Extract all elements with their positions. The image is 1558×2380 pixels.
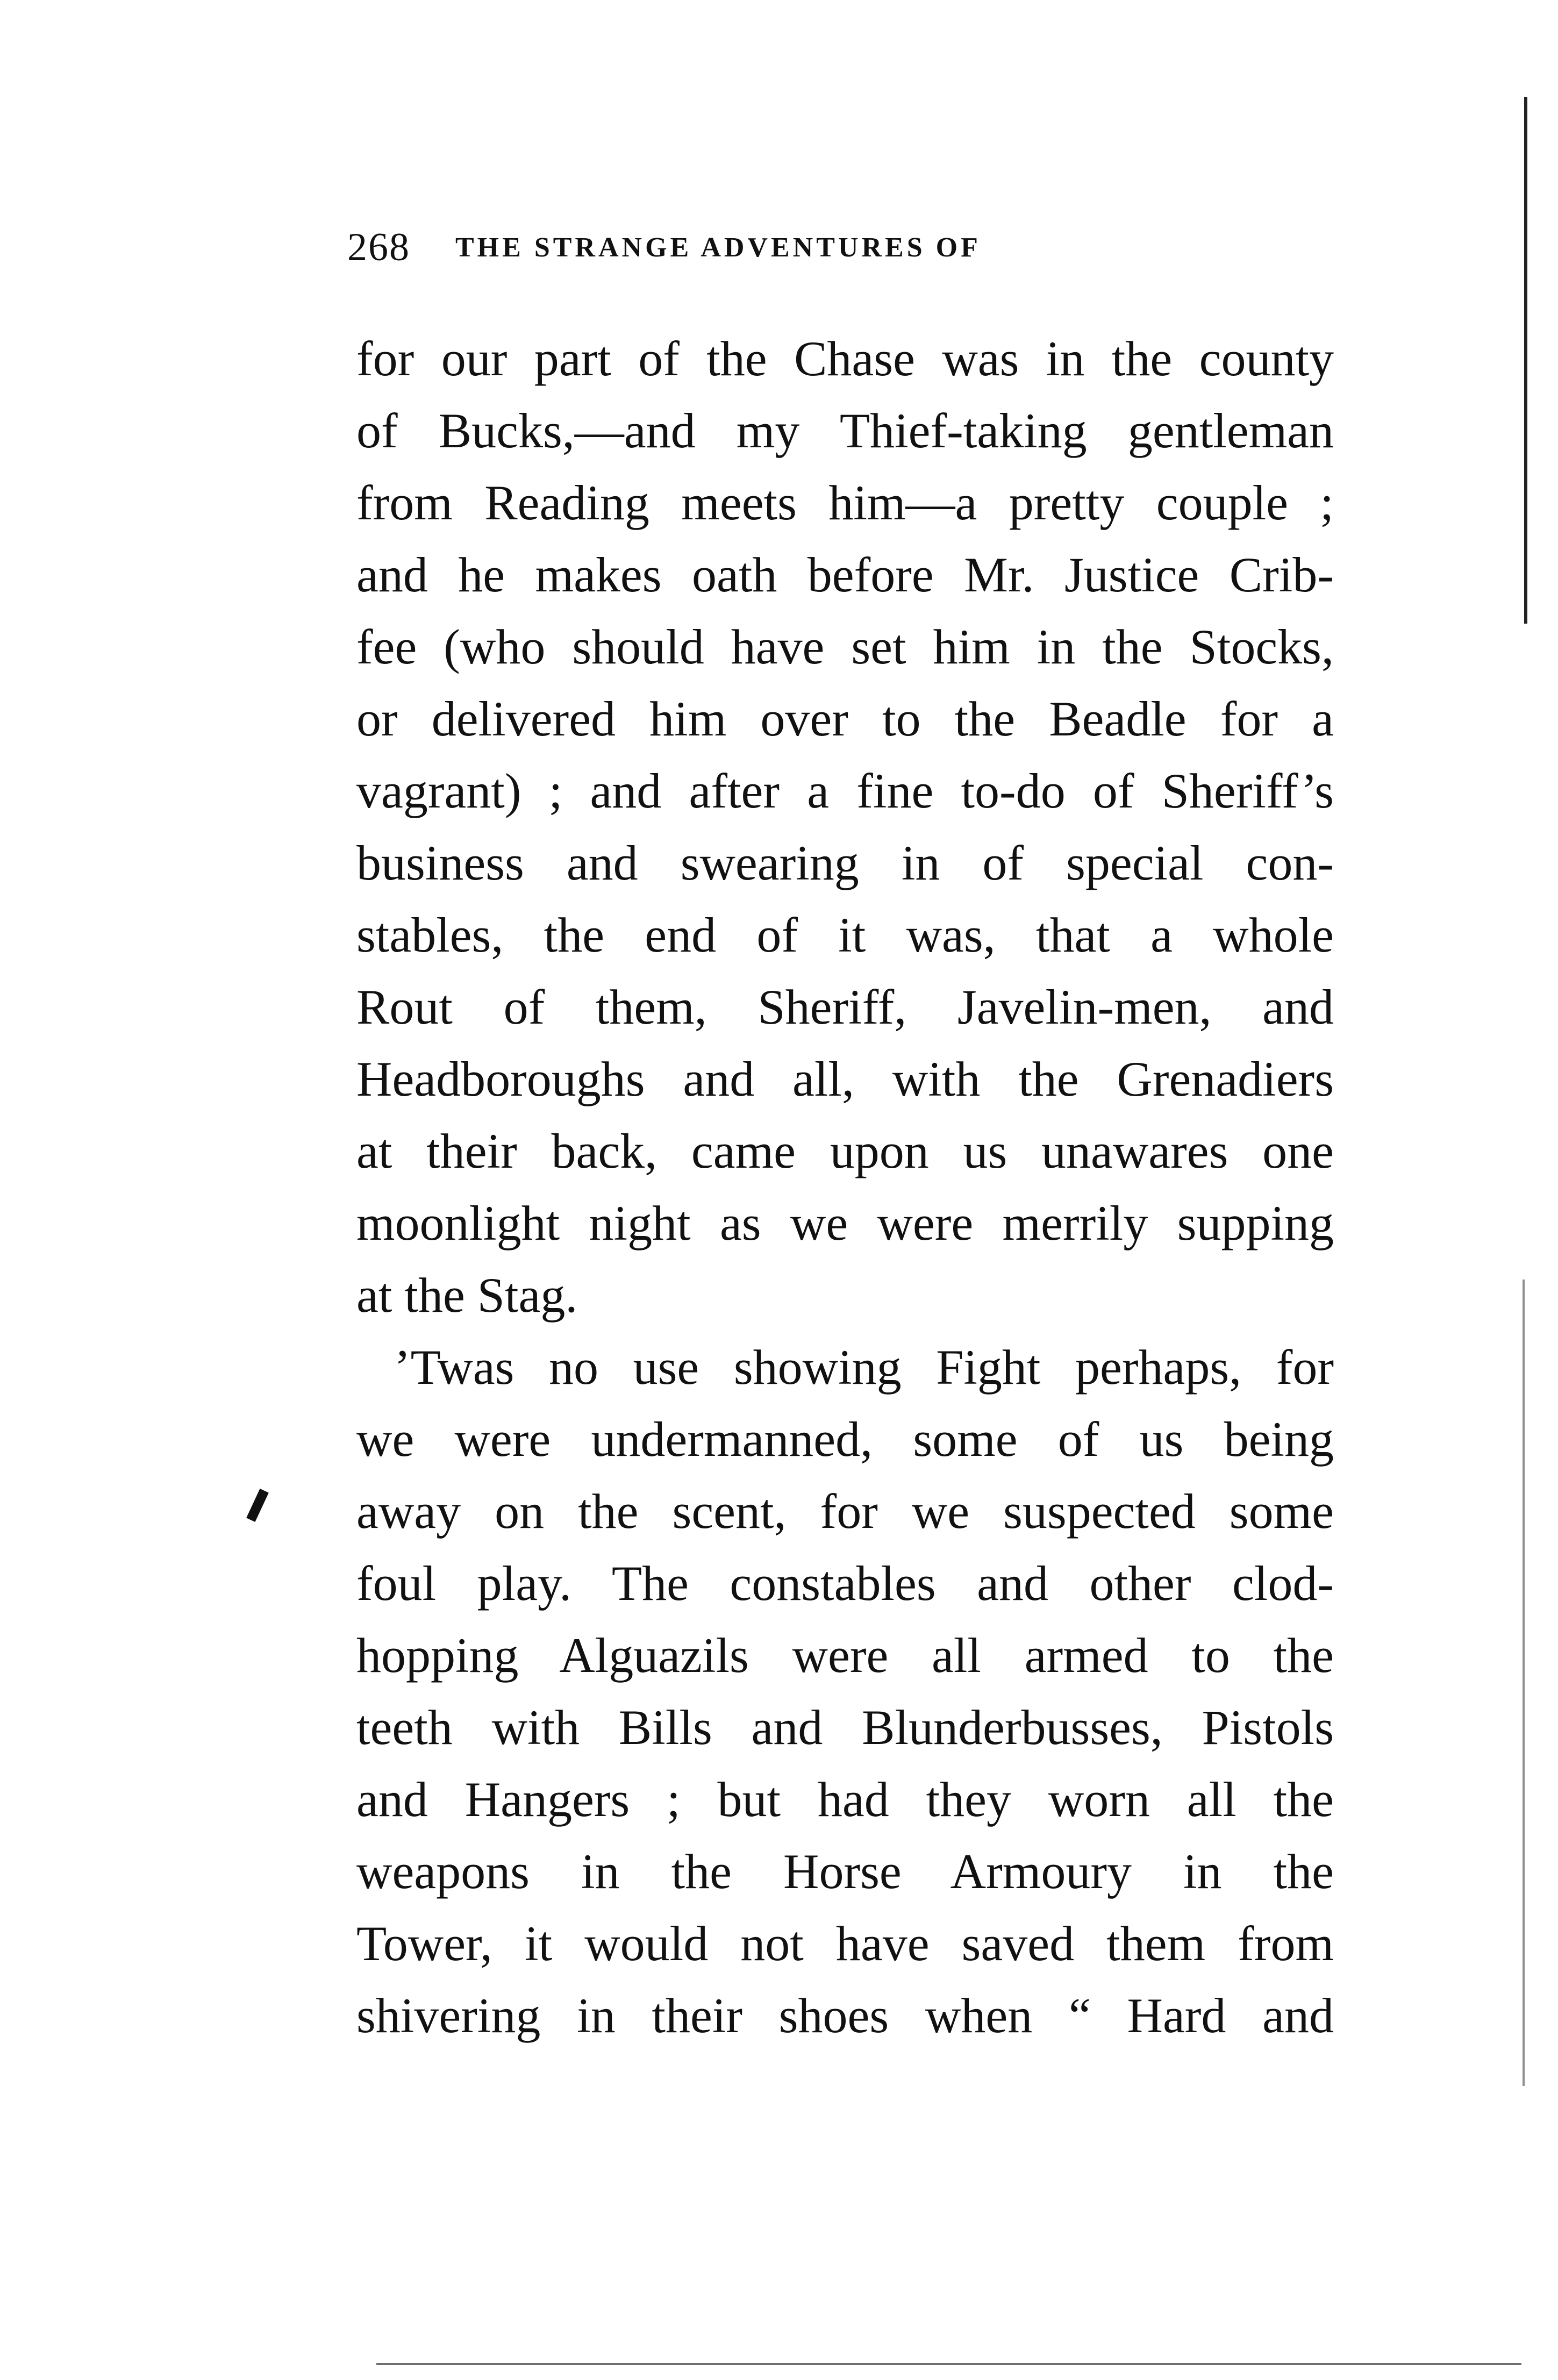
text-line: we were undermanned, some of us being <box>356 1412 1334 1467</box>
page-header <box>347 215 1369 280</box>
text-line: at the Stag. <box>356 1268 578 1323</box>
text-line: Rout of them, Sheriff, Javelin-men, and <box>356 980 1334 1034</box>
text-line: weapons in the Horse Armoury in the <box>356 1844 1334 1899</box>
text-line: teeth with Bills and Blunderbusses, Pistols <box>356 1700 1334 1755</box>
scan-bottom-rule <box>376 2363 1521 2365</box>
body-text <box>356 323 1334 2052</box>
text-line: and Hangers ; but had they worn all the <box>356 1772 1334 1827</box>
running-head: THE STRANGE ADVENTURES OF <box>455 232 981 263</box>
text-line: moonlight night as we were merrily supping <box>356 1196 1334 1250</box>
text-line: at their back, came upon us unawares one <box>356 1124 1334 1178</box>
scan-edge-rule-lower <box>1523 1280 1525 2086</box>
text-line: foul play. The constables and other clod- <box>356 1556 1334 1611</box>
text-line: for our part of the Chase was in the county <box>356 331 1334 386</box>
page-number: 268 <box>347 225 410 269</box>
text-line: or delivered him over to the Beadle for a <box>356 691 1334 746</box>
text-line: fee (who should have set him in the Stocks, <box>356 619 1334 674</box>
text-line: hopping Alguazils were all armed to the <box>356 1628 1334 1683</box>
text-line: vagrant) ; and after a fine to-do of Sheriff’s <box>356 763 1334 818</box>
text-line: of Bucks,—and my Thief-taking gentleman <box>356 403 1334 458</box>
text-line: business and swearing in of special con- <box>356 835 1334 890</box>
margin-ink-mark <box>246 1489 269 1522</box>
text-line: ’Twas no use showing Fight perhaps, for <box>394 1340 1334 1395</box>
text-line: Headboroughs and all, with the Grenadiers <box>356 1052 1334 1106</box>
text-line: from Reading meets him—a pretty couple ; <box>356 475 1334 530</box>
scan-edge-rule <box>1524 97 1527 624</box>
text-line: away on the scent, for we suspected some <box>356 1484 1334 1539</box>
text-line: Tower, it would not have saved them from <box>356 1916 1334 1971</box>
text-line: shivering in their shoes when “ Hard and <box>356 1988 1334 2043</box>
text-line: stables, the end of it was, that a whole <box>356 907 1334 962</box>
text-line: and he makes oath before Mr. Justice Crib- <box>356 547 1334 602</box>
